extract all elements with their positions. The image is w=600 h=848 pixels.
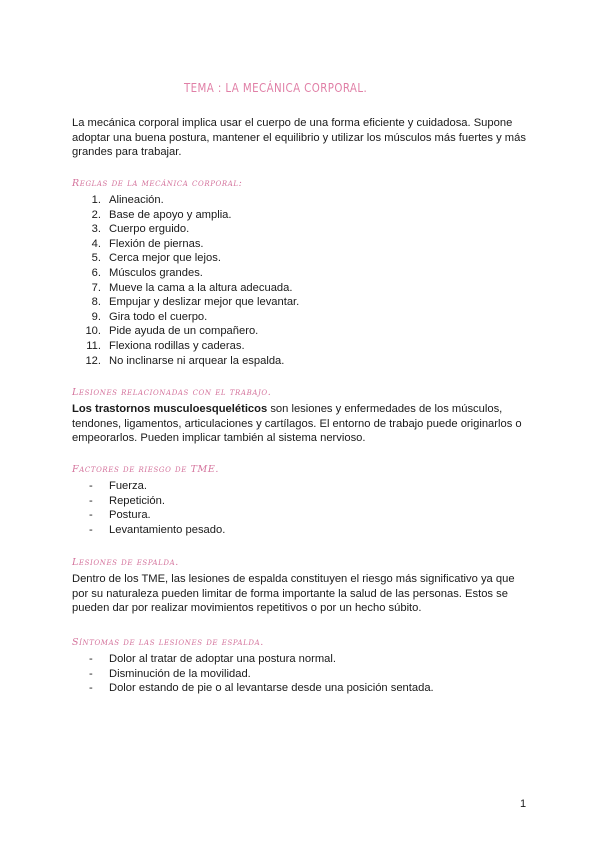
rule-text: Flexión de piernas. — [109, 237, 204, 250]
rule-number: 7. — [91, 281, 101, 294]
rule-number: 3. — [91, 223, 101, 236]
rule-item — [72, 208, 512, 223]
risk-factor-item — [72, 523, 512, 538]
rule-item — [72, 310, 512, 325]
rule-text: Mueve la cama a la altura adecuada. — [109, 281, 293, 294]
rule-item — [72, 339, 512, 354]
rules-heading: Reglas de la mecánica corporal: — [72, 178, 243, 189]
work-injuries-heading: Lesiones relacionadas con el trabajo. — [72, 387, 272, 398]
rule-text: Cuerpo erguido. — [109, 223, 190, 236]
dash-bullet: - — [89, 523, 93, 536]
risk-factor-item-text: Repetición. — [109, 494, 165, 507]
rule-text: No inclinarse ni arquear la espalda. — [109, 354, 285, 367]
dash-bullet: - — [89, 494, 93, 507]
rule-number: 5. — [91, 252, 101, 265]
rule-text: Empujar y deslizar mejor que levantar. — [109, 296, 300, 309]
dash-bullet: - — [89, 682, 93, 695]
risk-factor-item-text: Fuerza. — [109, 480, 147, 492]
rule-item — [72, 281, 512, 296]
rule-item — [72, 295, 512, 310]
symptom-item-text: Dolor estando de pie o al levantarse desde una posición sentada. — [109, 682, 434, 695]
symptoms-list — [72, 652, 512, 696]
rule-item — [72, 266, 512, 281]
rule-item — [72, 324, 512, 339]
symptom-item — [72, 652, 512, 667]
rule-item — [72, 354, 512, 369]
risk-factor-item — [72, 508, 512, 523]
rules-list — [72, 193, 512, 368]
rule-number: 2. — [91, 208, 101, 221]
rule-number: 11. — [86, 339, 101, 352]
msd-term: Los trastornos musculoesqueléticos — [72, 403, 268, 415]
rule-item — [72, 251, 512, 266]
rule-text: Flexiona rodillas y caderas. — [109, 339, 245, 352]
dash-bullet: - — [89, 667, 93, 680]
rule-number: 8. — [91, 296, 101, 309]
rule-number: 4. — [91, 237, 101, 250]
work-injuries-paragraph — [72, 402, 532, 446]
dash-bullet: - — [89, 653, 93, 665]
work-injuries-text: son lesiones y enfermedades de los músculos, tendones, ligamentos, articulaciones y cartílagos. El entorno de trabajo puede originarlos o empeorarlos. Pueden implicar también al sistema nervioso. — [72, 403, 522, 445]
dash-bullet: - — [89, 480, 93, 492]
rule-text: Músculos grandes. — [109, 266, 203, 279]
rule-number: 9. — [91, 310, 101, 323]
rule-number: 10. — [85, 325, 101, 338]
page-number: 1 — [520, 798, 527, 810]
risk-factor-item — [72, 479, 512, 494]
risk-factor-item — [72, 494, 512, 509]
rule-text: Alineación. — [109, 194, 164, 206]
risk-factors-heading: Factores de riesgo de TME. — [72, 464, 219, 475]
rule-text: Base de apoyo y amplia. — [109, 208, 232, 221]
rule-item — [72, 193, 512, 208]
symptoms-heading: Síntomas de las lesiones de espalda. — [72, 637, 264, 648]
symptom-item — [72, 667, 512, 682]
symptom-item — [72, 681, 512, 696]
rule-item — [72, 237, 512, 252]
rule-number: 6. — [91, 266, 101, 279]
symptom-item-text: Dolor al tratar de adoptar una postura normal. — [109, 653, 336, 665]
back-injuries-paragraph: Dentro de los TME, las lesiones de espalda constituyen el riesgo más significativo ya que por su naturaleza pueden limitar de forma importante la salud de las personas. Estos se pueden dar por realizar movimientos repetitivos o por un hecho súbito. — [72, 573, 515, 615]
rule-text: Gira todo el cuerpo. — [109, 310, 208, 323]
rule-number: 1. — [91, 194, 101, 206]
symptom-item-text: Disminución de la movilidad. — [109, 667, 251, 680]
rule-text: Pide ayuda de un compañero. — [109, 325, 259, 338]
rule-item — [72, 222, 512, 237]
intro-paragraph: La mecánica corporal implica usar el cuerpo de una forma eficiente y cuidadosa. Supone adoptar una buena postura, mantener el equilibrio y utilizar los músculos más fuertes y más grandes para trabajar. — [72, 117, 526, 159]
risk-factor-item-text: Postura. — [109, 509, 151, 522]
rule-number: 12. — [85, 354, 101, 367]
page-title: TEMA : LA MECÁNICA CORPORAL. — [184, 80, 368, 95]
risk-factors-list — [72, 479, 512, 537]
dash-bullet: - — [89, 509, 93, 522]
risk-factor-item-text: Levantamiento pesado. — [109, 523, 226, 536]
rule-text: Cerca mejor que lejos. — [109, 252, 221, 265]
back-injuries-heading: Lesiones de espalda. — [72, 557, 179, 568]
